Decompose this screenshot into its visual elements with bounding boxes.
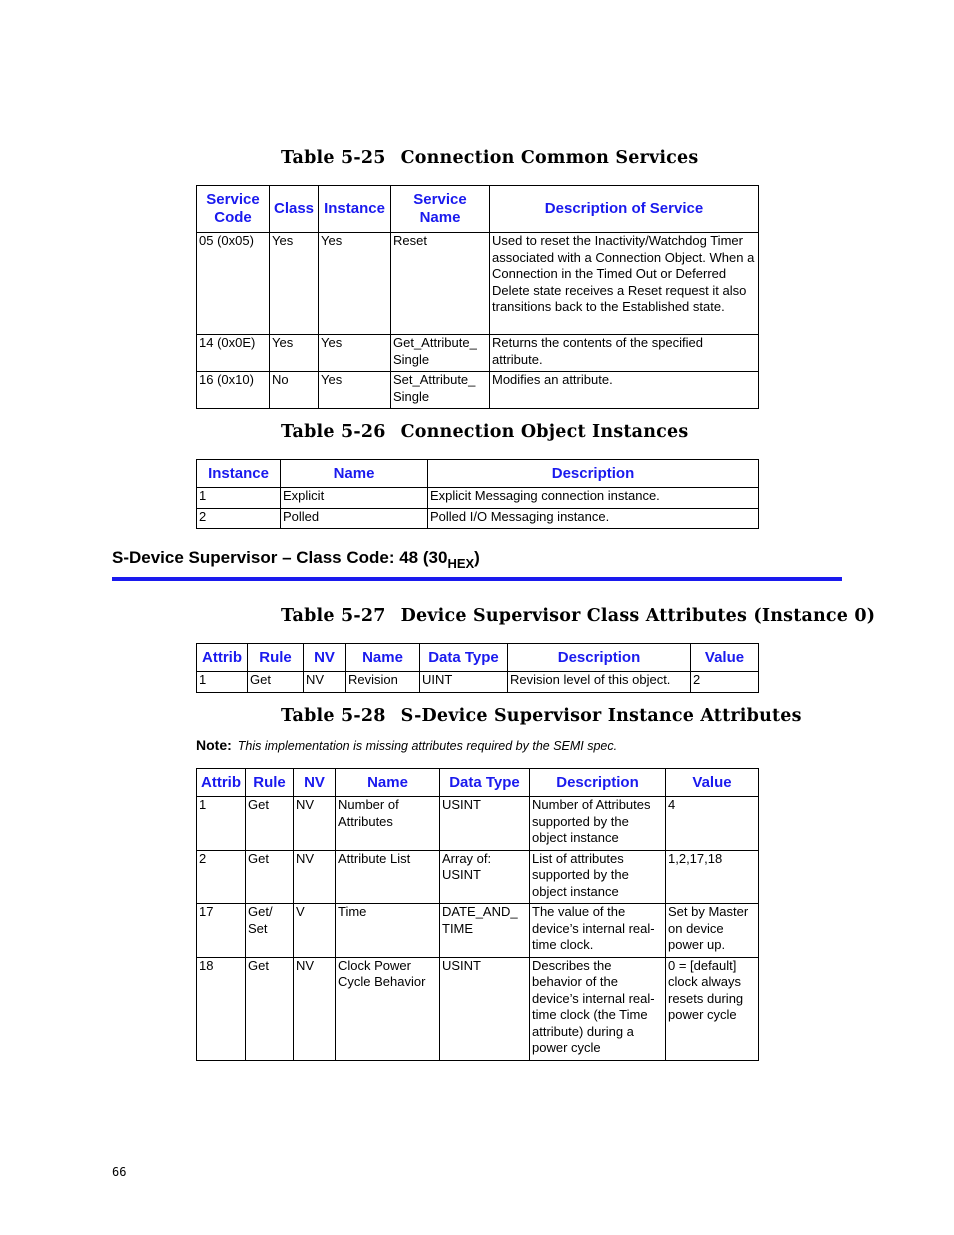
table-cell: 4 — [666, 797, 759, 851]
column-header: Name — [336, 769, 440, 797]
table-row — [197, 508, 759, 529]
table-cell: Get — [246, 797, 294, 851]
table-cell: 1 — [197, 672, 248, 693]
table-cell: Set_Attribute_ Single — [391, 372, 490, 409]
column-header: Attrib — [197, 644, 248, 672]
table-cell: Yes — [319, 372, 391, 409]
table-number: Table 5-28 — [281, 706, 386, 726]
table-cell: Get — [246, 850, 294, 904]
table-cell: Yes — [319, 233, 391, 335]
table-5-28-caption — [281, 706, 802, 726]
column-header: Rule — [248, 644, 304, 672]
table-cell: USINT — [440, 957, 530, 1060]
section-heading-subscript: HEX — [447, 556, 475, 571]
table-number: Table 5-25 — [281, 148, 386, 168]
note-label: Note: — [196, 737, 232, 753]
table-cell: The value of the device’s internal real-time clock. — [530, 904, 666, 958]
table-cell: 1,2,17,18 — [666, 850, 759, 904]
table-cell: Used to reset the Inactivity/Watchdog Timer associated with a Connection Object. When a Connection in the Timed Out or Deferred Delete state receives a Reset request it also transitions back to the Established state. — [490, 233, 759, 335]
table-cell: 17 — [197, 904, 246, 958]
table-number: Table 5-27 — [281, 606, 386, 626]
table-cell: NV — [294, 850, 336, 904]
table-cell: 05 (0x05) — [197, 233, 270, 335]
table-cell: Explicit — [281, 488, 428, 509]
column-header: Data Type — [440, 769, 530, 797]
column-header: Instance — [197, 460, 281, 488]
table-cell: 1 — [197, 488, 281, 509]
table-cell: Get — [248, 672, 304, 693]
table-title: S-Device Supervisor Instance Attributes — [400, 706, 802, 726]
page-number: 66 — [112, 1165, 127, 1179]
table-row — [197, 957, 759, 1060]
table-cell: Time — [336, 904, 440, 958]
table-cell: Reset — [391, 233, 490, 335]
column-header: Name — [281, 460, 428, 488]
table-row — [197, 797, 759, 851]
table-cell: Yes — [319, 335, 391, 372]
column-header: NV — [304, 644, 346, 672]
table-cell: Get/ Set — [246, 904, 294, 958]
table-cell: 2 — [197, 508, 281, 529]
table-cell: Attribute List — [336, 850, 440, 904]
table-cell: NV — [294, 957, 336, 1060]
table-cell: List of attributes supported by the object instance — [530, 850, 666, 904]
table-cell: Yes — [270, 233, 319, 335]
table-cell: 14 (0x0E) — [197, 335, 270, 372]
column-header: Class — [270, 186, 319, 233]
table-row — [197, 488, 759, 509]
table-cell: 16 (0x10) — [197, 372, 270, 409]
table-cell: 0 = [default] clock always resets during power cycle — [666, 957, 759, 1060]
table-cell: Array of: USINT — [440, 850, 530, 904]
table-cell: V — [294, 904, 336, 958]
column-header: Value — [691, 644, 759, 672]
table-5-25-caption — [281, 148, 698, 168]
instance-attributes-table — [196, 768, 759, 1061]
connection-common-services-table — [196, 185, 759, 409]
column-header: Service Code — [197, 186, 270, 233]
table-cell: Number of Attributes supported by the object instance — [530, 797, 666, 851]
section-heading — [112, 548, 480, 571]
table-cell: Explicit Messaging connection instance. — [428, 488, 759, 509]
table-cell: Modifies an attribute. — [490, 372, 759, 409]
note-text: This implementation is missing attributes required by the SEMI spec. — [237, 739, 618, 753]
column-header: Description — [428, 460, 759, 488]
note — [196, 737, 617, 755]
table-cell: Clock Power Cycle Behavior — [336, 957, 440, 1060]
table-cell: 1 — [197, 797, 246, 851]
column-header: Instance — [319, 186, 391, 233]
table-row — [197, 372, 759, 409]
table-cell: USINT — [440, 797, 530, 851]
column-header: Description — [530, 769, 666, 797]
column-header: Service Name — [391, 186, 490, 233]
table-cell: Yes — [270, 335, 319, 372]
table-cell: NV — [294, 797, 336, 851]
table-cell: Get — [246, 957, 294, 1060]
table-row — [197, 904, 759, 958]
table-cell: 2 — [691, 672, 759, 693]
table-cell: 2 — [197, 850, 246, 904]
table-number: Table 5-26 — [281, 422, 386, 442]
table-5-27-caption — [281, 606, 875, 626]
column-header: Data Type — [420, 644, 508, 672]
column-header: Rule — [246, 769, 294, 797]
table-cell: Returns the contents of the specified attribute. — [490, 335, 759, 372]
column-header: Description of Service — [490, 186, 759, 233]
column-header: Description — [508, 644, 691, 672]
table-cell: Polled — [281, 508, 428, 529]
table-cell: Get_Attribute_ Single — [391, 335, 490, 372]
table-row — [197, 850, 759, 904]
table-row — [197, 233, 759, 335]
table-title: Device Supervisor Class Attributes (Instance 0) — [400, 606, 876, 626]
column-header: Attrib — [197, 769, 246, 797]
connection-object-instances-table — [196, 459, 759, 529]
table-cell: UINT — [420, 672, 508, 693]
table-cell: Set by Master on device power up. — [666, 904, 759, 958]
table-cell: Revision level of this object. — [508, 672, 691, 693]
table-cell: Describes the behavior of the device’s internal real-time clock (the Time attribute) during a power cycle — [530, 957, 666, 1060]
section-heading-end: ) — [474, 548, 480, 567]
table-title: Connection Common Services — [400, 148, 699, 168]
table-cell: No — [270, 372, 319, 409]
device-supervisor-class-attributes-table — [196, 643, 759, 693]
table-row — [197, 672, 759, 693]
column-header: Value — [666, 769, 759, 797]
table-cell: Revision — [346, 672, 420, 693]
section-rule — [112, 577, 842, 581]
table-title: Connection Object Instances — [400, 422, 689, 442]
column-header: Name — [346, 644, 420, 672]
table-cell: DATE_AND_ TIME — [440, 904, 530, 958]
column-header: NV — [294, 769, 336, 797]
table-row — [197, 335, 759, 372]
table-5-26-caption — [281, 422, 688, 442]
table-cell: Number of Attributes — [336, 797, 440, 851]
table-cell: NV — [304, 672, 346, 693]
section-heading-text: S-Device Supervisor – Class Code: 48 (30 — [112, 548, 448, 567]
table-cell: Polled I/O Messaging instance. — [428, 508, 759, 529]
table-cell: 18 — [197, 957, 246, 1060]
